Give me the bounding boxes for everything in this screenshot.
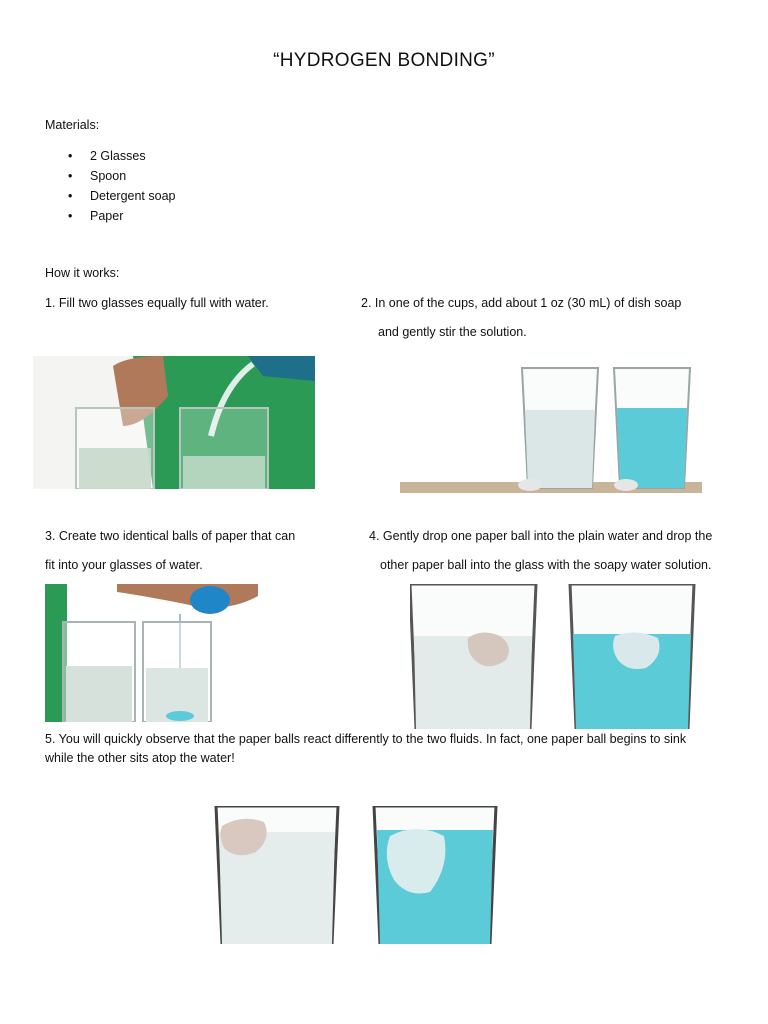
photo-pouring-water [33,356,315,489]
step-4-text: 4. Gently drop one paper ball into the plain water and drop the [369,529,713,543]
step-3-text: 3. Create two identical balls of paper that can [45,529,296,543]
photo-result [212,806,498,944]
how-it-works-heading: How it works: [45,266,120,280]
bullet-icon: • [68,209,73,223]
materials-heading: Materials: [45,118,100,132]
photo-paper-balls [45,584,258,722]
bullet-icon: • [68,149,73,163]
step-2-text: 2. In one of the cups, add about 1 oz (30 mL) of dish soap [361,296,682,310]
bullet-icon: • [68,169,73,183]
list-item: • Detergent soap [68,186,175,206]
step-5-text: 5. You will quickly observe that the paper balls react differently to the two fluids. In fact, one paper ball begins to sink [45,732,687,746]
step-1-text: 1. Fill two glasses equally full with water. [45,296,269,310]
step-2-text-cont: and gently stir the solution. [378,325,527,339]
list-item: • Paper [68,206,175,226]
materials-list [68,146,175,226]
list-item: • 2 Glasses [68,146,175,166]
photo-plain-vs-soapy [400,364,702,493]
step-5-text-cont: while the other sits atop the water! [45,751,235,765]
bullet-icon: • [68,189,73,203]
step-3-text-cont: fit into your glasses of water. [45,558,203,572]
photo-dropped-balls [410,584,696,729]
list-item: • Spoon [68,166,175,186]
step-4-text-cont: other paper ball into the glass with the soapy water solution. [380,558,712,572]
page-title: “HYDROGEN BONDING” [273,50,495,71]
